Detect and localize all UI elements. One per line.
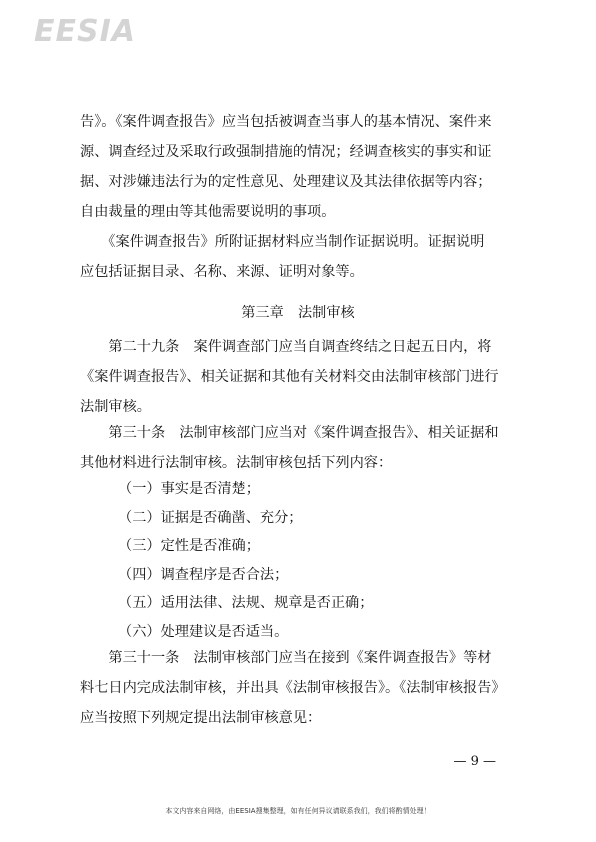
chapter-heading: 第三章 法制审核 — [241, 305, 355, 321]
text-line: 其他材料进行法制审核。法制审核包括下列内容： — [80, 455, 393, 471]
list-item: （三）定性是否准确； — [118, 538, 260, 555]
article-29 — [80, 332, 525, 422]
eesia-logo: EESIA — [34, 14, 136, 49]
text-line: 自由裁量的理由等其他需要说明的事项。 — [80, 204, 336, 220]
list-item: （六）处理建议是否适当。 — [118, 623, 289, 640]
text-line: 《案件调查报告》、相关证据和其他有关材料交由法制审核部门进行 — [80, 369, 499, 385]
article-31 — [80, 643, 525, 733]
article-30 — [80, 418, 525, 478]
paragraph-evidence-note — [80, 227, 525, 287]
text-line: 第三十一条 法制审核部门应当在接到《案件调查报告》等材 — [80, 650, 492, 666]
list-item: （一）事实是否清楚； — [118, 481, 260, 497]
list-item: （四）调查程序是否合法； — [118, 566, 289, 583]
text-line: 源、调查经过及采取行政强制措施的情况；经调查核实的事实和证 — [80, 144, 492, 160]
text-line: 料七日内完成法制审核，并出具《法制审核报告》。《法制审核报告》 — [80, 680, 506, 696]
list-item: （五）适用法律、法规、规章是否正确； — [118, 595, 374, 612]
footer-disclaimer: 本文内容来自网络，由EESIA搜集整理，如有任何异议请联系我们，我们将酌情处理！ — [165, 807, 431, 815]
text-line: 应当按照下列规定提出法制审核意见： — [80, 710, 322, 726]
text-line: 法制审核。 — [80, 399, 151, 415]
review-items-list — [118, 475, 373, 647]
text-line: 告》。《案件调查报告》应当包括被调查当事人的基本情况、案件来 — [80, 114, 492, 130]
text-line: 应包括证据目录、名称、来源、证明对象等。 — [80, 264, 364, 280]
text-line: 《案件调查报告》所附证据材料应当制作证据说明。证据说明 — [80, 234, 485, 250]
paragraph-report-contents — [80, 107, 525, 227]
text-line: 第三十条 法制审核部门应当对《案件调查报告》、相关证据和 — [80, 425, 499, 441]
text-line: 第二十九条 案件调查部门应当自调查终结之日起五日内，将 — [80, 339, 492, 355]
page-number: — 9 — — [453, 754, 496, 769]
list-item: （二）证据是否确凿、充分； — [118, 509, 303, 526]
text-line: 据、对涉嫌违法行为的定性意见、处理建议及其法律依据等内容； — [80, 174, 492, 190]
